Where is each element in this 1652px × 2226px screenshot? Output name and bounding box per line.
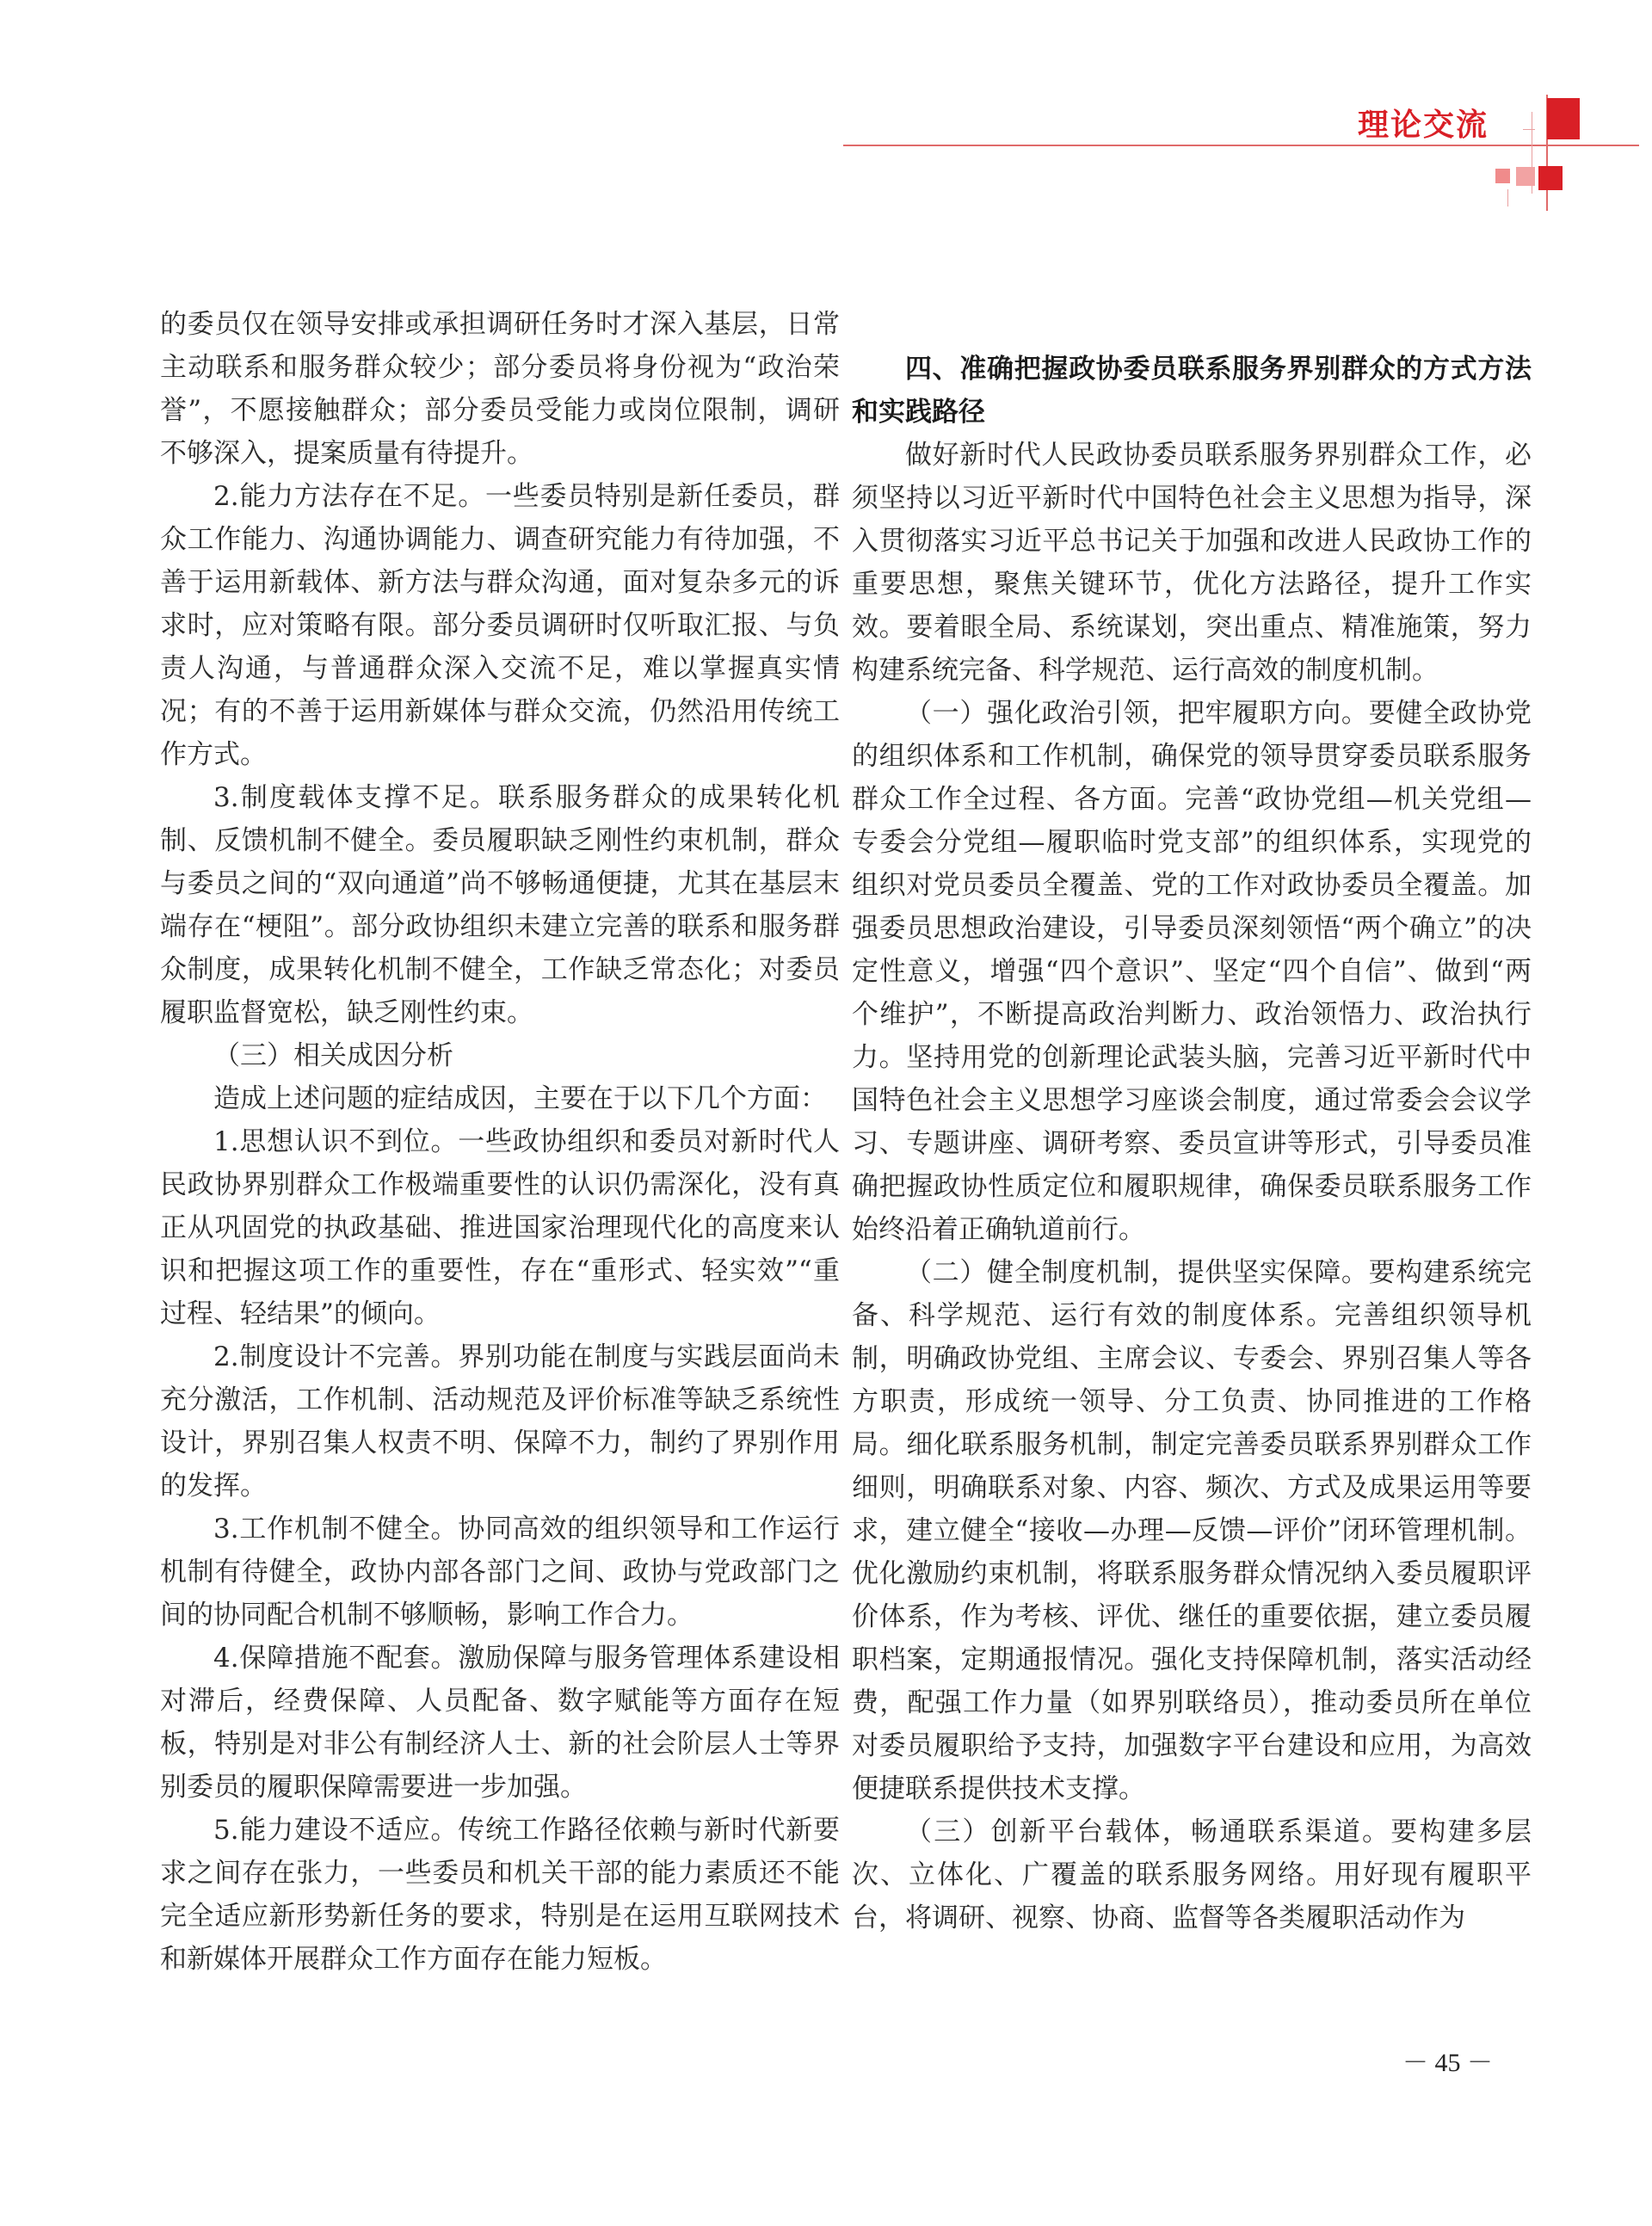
subsection-heading: （三）相关成因分析 [213, 1040, 453, 1071]
paragraph: 的委员仅在领导安排或承担调研任务时才深入基层，日常主动联系和服务群众较少；部分委员将身份视为“政治荣誉”，不愿接触群众；部分委员受能力或岗位限制，调研不够深入，提案质量有待提升。 [160, 309, 840, 469]
paragraph: 5.能力建设不适应。传统工作路径依赖与新时代新要求之间存在张力，一些委员和机关干部的能力素质还不能完全适应新形势新任务的要求，特别是在运用互联网技术和新媒体开展群众工作方面存在能力短板。 [160, 1815, 840, 1975]
section-title: 理论交流 [1358, 108, 1489, 143]
header-square-medium [1516, 167, 1535, 186]
paragraph: （二）健全制度机制，提供坚实保障。要构建系统完备、科学规范、运行有效的制度体系。完善组织领导机制，明确政协党组、主席会议、专委会、界别召集人等各方职责，形成统一领导、分工负责、协同推进的工作格局。细化联系服务机制，制定完善委员联系界别群众工作细则，明确联系对象、内容、频次、方式及成果运用等要求，建立健全“接收—办理—反馈—评价”闭环管理机制。优化激励约束机制，将联系服务群众情况纳入委员履职评价体系，作为考核、评优、继任的重要依据，建立委员履职档案，定期通报情况。强化支持保障机制，落实活动经费，配强工作力量（如界别联络员），推动委员所在单位对委员履职给予支持，加强数字平台建设和应用，为高效便捷联系提供技术支撑。 [852, 1257, 1532, 1804]
paragraph: 造成上述问题的症结成因，主要在于以下几个方面： [213, 1083, 827, 1114]
header-tick [1507, 189, 1508, 207]
left-column [160, 303, 840, 1981]
right-column [852, 348, 1532, 1939]
paragraph: （一）强化政治引领，把牢履职方向。要健全政协党的组织体系和工作机制，确保党的领导贯穿委员联系服务群众工作全过程、各方面。完善“政协党组—机关党组—专委会分党组—履职临时党支部”的组织体系，实现党的组织对党员委员全覆盖、党的工作对政协委员全覆盖。加强委员思想政治建设，引导委员深刻领悟“两个确立”的决定性意义，增强“四个意识”、坚定“四个自信”、做到“两个维护”，不断提高政治判断力、政治领悟力、政治执行力。坚持用党的创新理论武装头脑，完善习近平新时代中国特色社会主义思想学习座谈会制度，通过常委会会议学习、专题讲座、调研考察、委员宣讲等形式，引导委员准确把握政协性质定位和履职规律，确保委员联系服务工作始终沿着正确轨道前行。 [852, 698, 1532, 1245]
header-red-block [1547, 98, 1580, 139]
header-tick [1523, 129, 1535, 130]
header-square-red [1538, 166, 1563, 190]
header-square-small [1495, 169, 1510, 183]
paragraph: 3.工作机制不健全。协同高效的组织领导和工作运行机制有待健全，政协内部各部门之间、政协与党政部门之间的协同配合机制不够顺畅，影响工作合力。 [160, 1514, 840, 1631]
paragraph: 3.制度载体支撑不足。联系服务群众的成果转化机制、反馈机制不健全。委员履职缺乏刚性约束机制，群众与委员之间的“双向通道”尚不够畅通便捷，尤其在基层末端存在“梗阻”。部分政协组织未建立完善的联系和服务群众制度，成果转化机制不健全，工作缺乏常态化；对委员履职监督宽松，缺乏刚性约束。 [160, 782, 840, 1028]
paragraph: 2.能力方法存在不足。一些委员特别是新任委员，群众工作能力、沟通协调能力、调查研究能力有待加强，不善于运用新载体、新方法与群众沟通，面对复杂多元的诉求时，应对策略有限。部分委员调研时仅听取汇报、与负责人沟通，与普通群众深入交流不足，难以掌握真实情况；有的不善于运用新媒体与群众交流，仍然沿用传统工作方式。 [160, 481, 840, 770]
paragraph: 4.保障措施不配套。激励保障与服务管理体系建设相对滞后，经费保障、人员配备、数字赋能等方面存在短板，特别是对非公有制经济人士、新的社会阶层人士等界别委员的履职保障需要进一步加强。 [160, 1643, 840, 1803]
paragraph: 做好新时代人民政协委员联系服务界别群众工作，必须坚持以习近平新时代中国特色社会主义思想为指导，深入贯彻落实习近平总书记关于加强和改进人民政协工作的重要思想，聚焦关键环节，优化方法路径，提升工作实效。要着眼全局、系统谋划，突出重点、精准施策，努力构建系统完备、科学规范、运行高效的制度机制。 [852, 440, 1532, 686]
paragraph: （三）创新平台载体，畅通联系渠道。要构建多层次、立体化、广覆盖的联系服务网络。用好现有履职平台，将调研、视察、协商、监督等各类履职活动作为 [852, 1816, 1532, 1933]
page-number: － 45 － [1402, 2049, 1493, 2077]
paragraph: 2.制度设计不完善。界别功能在制度与实践层面尚未充分激活，工作机制、活动规范及评价标准等缺乏系统性设计，界别召集人权责不明、保障不力，制约了界别作用的发挥。 [160, 1341, 840, 1501]
header-rule [843, 145, 1639, 146]
section-heading: 四、准确把握政协委员联系服务界别群众的方式方法和实践路径 [852, 354, 1532, 428]
paragraph: 1.思想认识不到位。一些政协组织和委员对新时代人民政协界别群众工作极端重要性的认识仍需深化，没有真正从巩固党的执政基础、推进国家治理现代化的高度来认识和把握这项工作的重要性，存在“重形式、轻实效”“重过程、轻结果”的倾向。 [160, 1126, 840, 1329]
